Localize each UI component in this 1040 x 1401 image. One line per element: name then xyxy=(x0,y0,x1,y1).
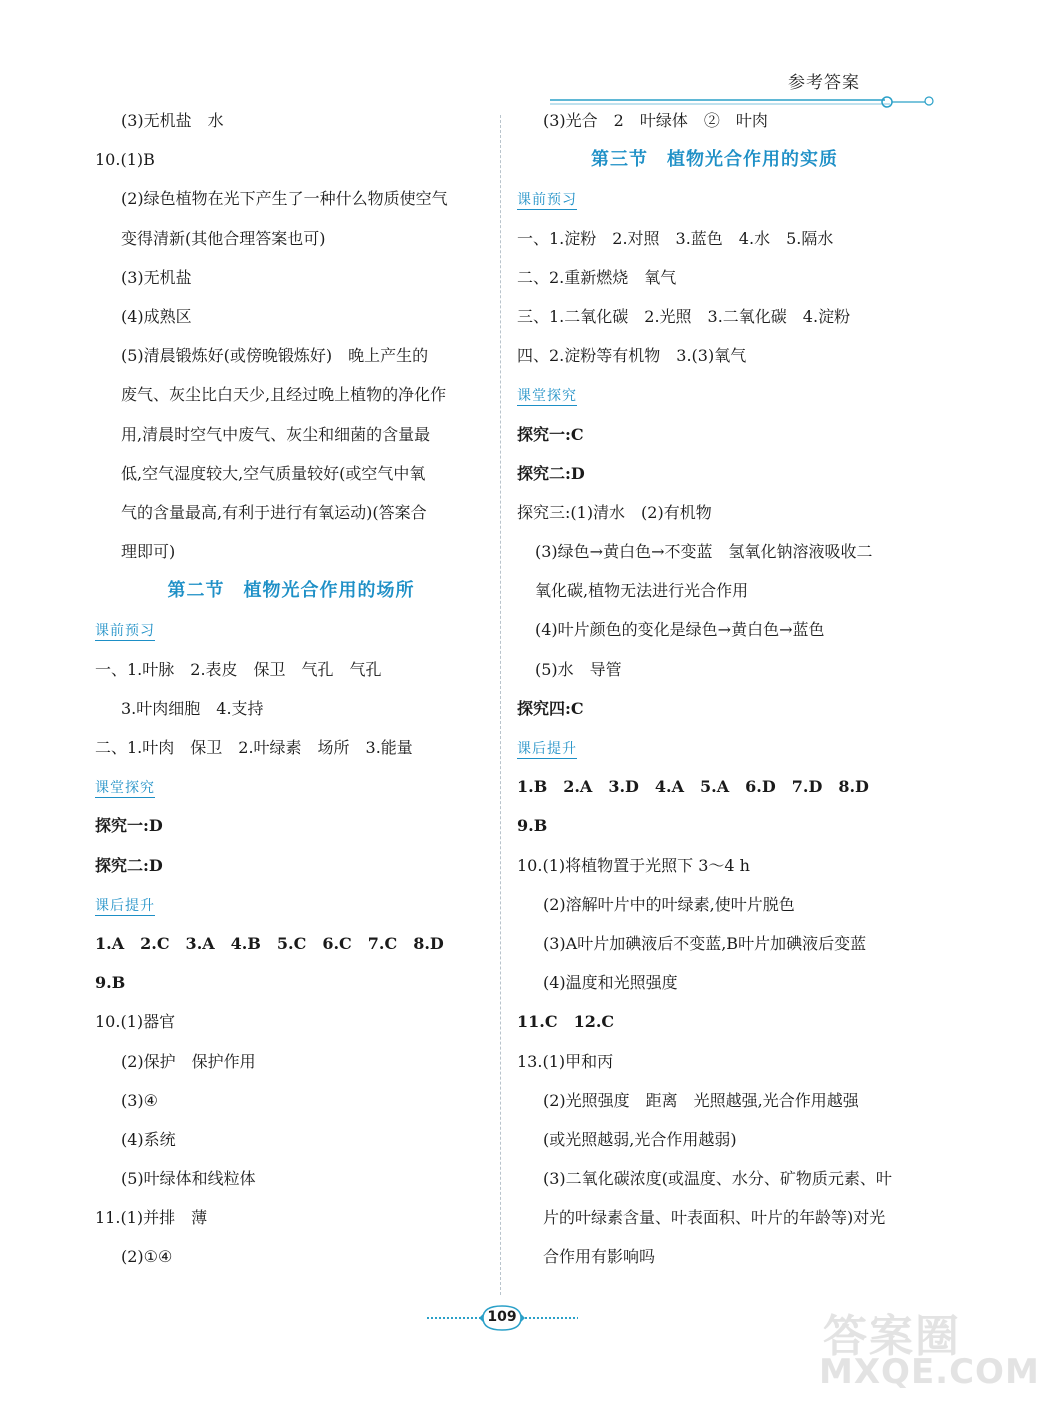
answer-line: (5)水 导管 xyxy=(535,659,622,679)
watermark-bottom: MXQE.COM xyxy=(819,1352,1040,1392)
tag-class xyxy=(517,375,912,414)
tag-label: 课前预习 xyxy=(95,623,155,640)
answer-line: 1.A 2.C 3.A 4.B 5.C 6.C 7.C 8.D xyxy=(95,933,444,953)
answer-line: (4)叶片颜色的变化是绿色→黄白色→蓝色 xyxy=(535,620,825,640)
page-number: 109 xyxy=(487,1309,517,1325)
answer-line: 废气、灰尘比白天少,且经过晚上植物的净化作 xyxy=(121,385,447,405)
answer-line: (4)温度和光照强度 xyxy=(543,973,678,993)
left-column xyxy=(95,101,487,1277)
answer-line: (4)系统 xyxy=(121,1129,176,1149)
answer-line: 3.叶肉细胞 4.支持 xyxy=(121,698,264,718)
answer-line: 低,空气湿度较大,空气质量较好(或空气中氧 xyxy=(121,463,426,483)
answer-line: 探究二:D xyxy=(95,855,163,875)
tag-preview xyxy=(95,610,487,649)
answer-line: (5)清晨锻炼好(或傍晚锻炼好) 晚上产生的 xyxy=(121,346,429,366)
watermark-logo xyxy=(815,1300,1040,1395)
answer-line: 三、1.二氧化碳 2.光照 3.二氧化碳 4.淀粉 xyxy=(517,306,851,326)
answer-line: 10.(1)B xyxy=(95,150,155,170)
answer-line: 四、2.淀粉等有机物 3.(3)氧气 xyxy=(517,346,747,366)
answer-line: 探究四:C xyxy=(517,698,584,718)
answer-line: (或光照越弱,光合作用越弱) xyxy=(543,1129,737,1149)
answer-line: 9.B xyxy=(517,816,548,836)
answer-line: 理即可) xyxy=(121,542,176,562)
answer-line: 9.B xyxy=(95,973,126,993)
answer-line: (3)光合 2 叶绿体 ② 叶肉 xyxy=(543,111,768,130)
answer-line: 探究二:D xyxy=(517,463,585,483)
tag-label: 课后提升 xyxy=(517,741,577,757)
answer-line: 片的叶绿素含量、叶表面积、叶片的年龄等)对光 xyxy=(543,1208,886,1228)
tag-class xyxy=(95,767,487,806)
tag-after xyxy=(517,728,912,767)
answer-line: 变得清新(其他合理答案也可) xyxy=(121,228,326,248)
tag-label: 课堂探究 xyxy=(517,388,577,405)
answer-line: (3)无机盐 xyxy=(121,267,192,287)
answer-line: 13.(1)甲和丙 xyxy=(517,1051,614,1071)
answer-line: 合作用有影响吗 xyxy=(543,1247,656,1267)
header-title: 参考答案 xyxy=(788,73,860,93)
column-divider xyxy=(500,115,501,1295)
right-column xyxy=(517,101,912,1277)
answer-line: 10.(1)将植物置于光照下 3～4 h xyxy=(517,855,750,875)
answer-line: 1.B 2.A 3.D 4.A 5.A 6.D 7.D 8.D xyxy=(517,777,869,797)
answer-line: (3)二氧化碳浓度(或温度、水分、矿物质元素、叶 xyxy=(543,1169,892,1189)
tag-preview xyxy=(517,179,912,218)
tag-label: 课后提升 xyxy=(95,897,155,914)
answer-line: 探究一:C xyxy=(517,424,584,444)
tag-label: 课堂探究 xyxy=(95,780,155,797)
answer-line: (2)①④ xyxy=(121,1247,173,1267)
answer-line: 一、1.叶脉 2.表皮 保卫 气孔 气孔 xyxy=(95,659,382,679)
answer-line: (3)A叶片加碘液后不变蓝,B叶片加碘液后变蓝 xyxy=(543,933,867,953)
answer-line: 一、1.淀粉 2.对照 3.蓝色 4.水 5.隔水 xyxy=(517,228,834,248)
answer-line: 探究一:D xyxy=(95,816,163,836)
answer-line: 探究三:(1)清水 (2)有机物 xyxy=(517,502,712,522)
answer-line: (3)④ xyxy=(121,1090,159,1110)
watermark-top: 答案圈 xyxy=(823,1311,961,1362)
answer-line: (2)保护 保护作用 xyxy=(121,1051,256,1071)
answer-line: 二、2.重新燃烧 氧气 xyxy=(517,267,677,287)
answer-line: 气的含量最高,有利于进行有氧运动)(答案合 xyxy=(121,502,427,522)
page-footer xyxy=(425,1300,580,1336)
answer-line: (3)绿色→黄白色→不变蓝 氢氧化钠溶液吸收二 xyxy=(535,542,873,562)
answer-line: (3)无机盐 水 xyxy=(121,111,224,130)
answer-line: 11.C 12.C xyxy=(517,1012,615,1032)
answer-line: (2)绿色植物在光下产生了一种什么物质使空气 xyxy=(121,189,448,209)
answer-line: (2)溶解叶片中的叶绿素,使叶片脱色 xyxy=(543,894,795,914)
answer-line: 11.(1)并排 薄 xyxy=(95,1208,208,1228)
tag-label: 课前预习 xyxy=(517,192,577,209)
answer-line: (5)叶绿体和线粒体 xyxy=(121,1169,256,1189)
answer-line: 10.(1)器官 xyxy=(95,1012,176,1032)
answer-line: (2)光照强度 距离 光照越强,光合作用越强 xyxy=(543,1090,859,1110)
tag-after xyxy=(95,885,487,924)
answer-line: (4)成熟区 xyxy=(121,306,192,326)
answer-line: 二、1.叶肉 保卫 2.叶绿素 场所 3.能量 xyxy=(95,738,413,757)
answer-line: 氧化碳,植物无法进行光合作用 xyxy=(535,581,749,601)
section-title: 第二节 植物光合作用的场所 xyxy=(167,580,415,602)
answer-line: 用,清晨时空气中废气、灰尘和细菌的含量最 xyxy=(121,424,431,444)
section-title: 第三节 植物光合作用的实质 xyxy=(591,149,838,171)
